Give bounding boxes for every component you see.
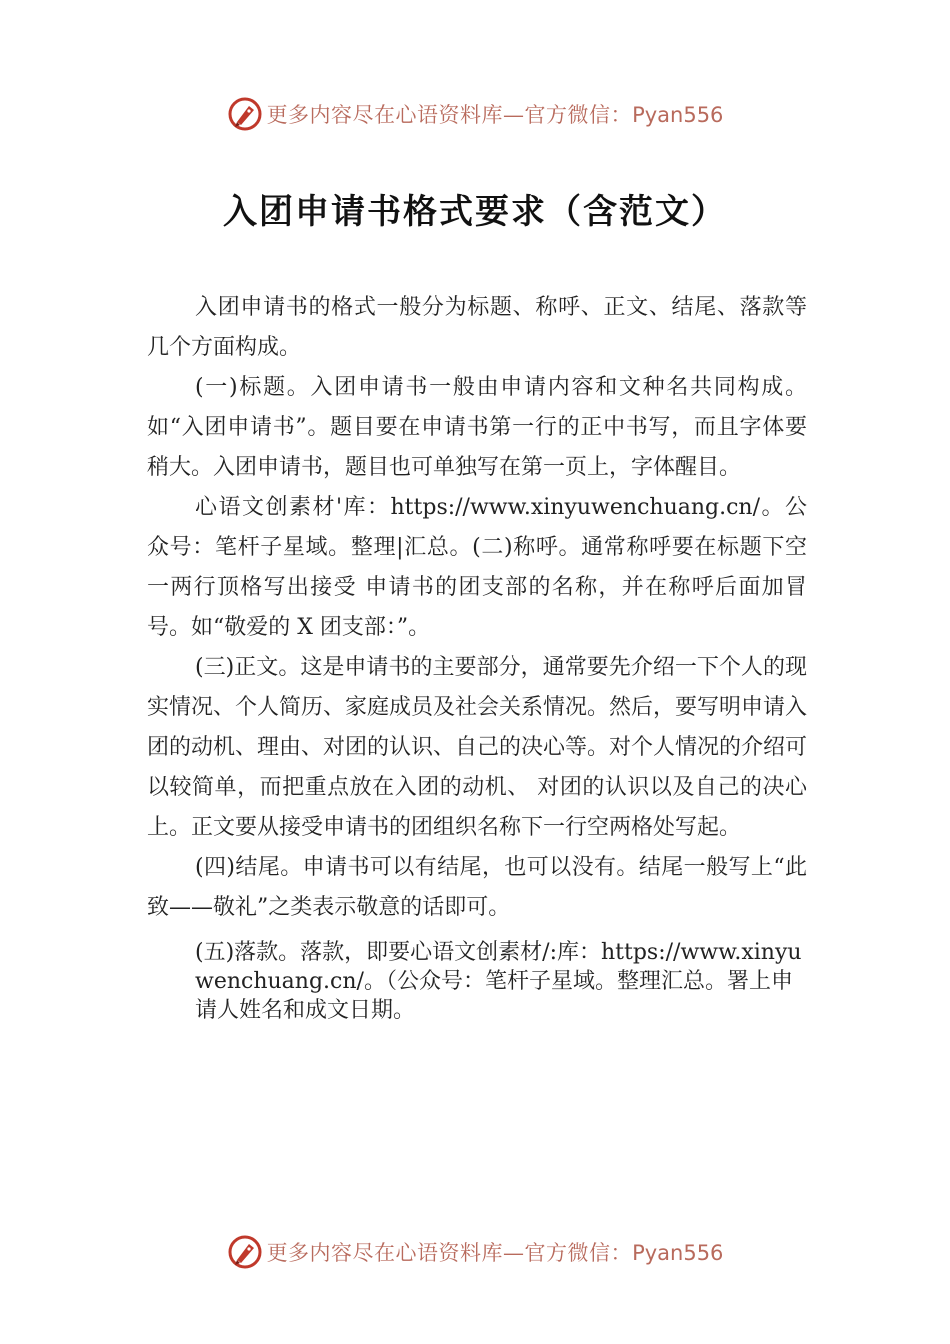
footer-banner-text: 更多内容尽在心语资料库—官方微信：Pyan556 [266,1241,724,1265]
header-wechat-id: Pyan556 [632,103,724,127]
paragraph-title-section: (一)标题。入团申请书一般由申请内容和文种名共同构成。如“入团申请书”。题目要在申请书第一行的正中书写，而且字体要稍大。入团申请书，题目也可单独写在第一页上，字体醒目。 [147,375,807,480]
header-banner [0,94,950,134]
paragraph-body-section: (三)正文。这是申请书的主要部分，通常要先介绍一下个人的现实情况、个人简历、家庭成员及社会关系情况。然后，要写明申请入团的动机、理由、对团的认识、自己的决心等。对个人情况的介绍可以较简单，而把重点放在入团的动机、 对团的认识以及自己的决心上。正文要从接受申请书的团组织名称下一行空两格处写起。 [147,655,808,840]
footer-banner [0,1232,950,1272]
header-banner-text: 更多内容尽在心语资料库—官方微信：Pyan556 [266,103,724,127]
footer-wechat-id: Pyan556 [632,1241,724,1265]
document-body [147,288,807,1025]
pen-nib-logo-icon [227,96,263,132]
paragraph-intro: 入团申请书的格式一般分为标题、称呼、正文、结尾、落款等几个方面构成。 [147,295,807,360]
paragraph-signature-section: (五)落款。落款，即要心语文创素材/:库：https://www.xinyuwenchuang.cn/。（公众号：笔杆子星域。整理汇总。署上申请人姓名和成文日期。 [195,940,802,1023]
pen-nib-logo-icon [227,1234,263,1270]
paragraph-salutation-section: 心语文创素材'库：https://www.xinyuwenchuang.cn/。公众号：笔杆子星域。整理|汇总。(二)称呼。通常称呼要在标题下空一两行顶格写出接受 申请书的团支部的名称，并在称呼后面加冒号。如“敬爱的 X 团支部：”。 [147,495,807,640]
paragraph-closing-section: (四)结尾。申请书可以有结尾，也可以没有。结尾一般写上“此致——敬礼”之类表示敬意的话即可。 [147,855,807,920]
document-title: 入团申请书格式要求（含范文） [223,192,727,232]
